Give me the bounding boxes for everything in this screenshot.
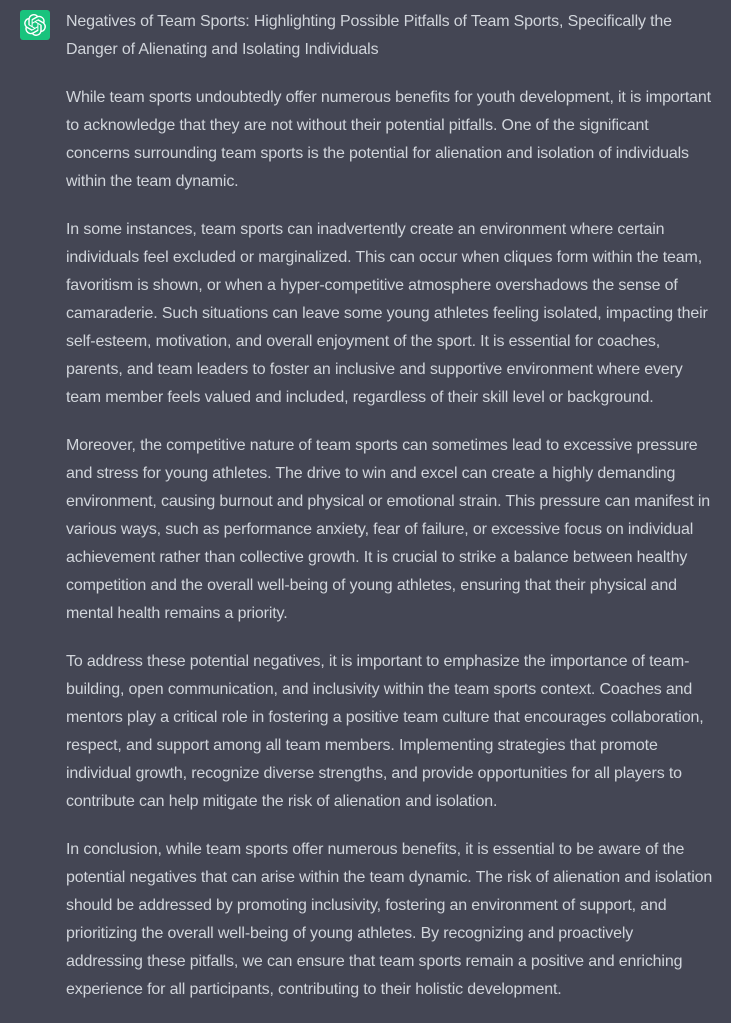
message-paragraph: In conclusion, while team sports offer numerous benefits, it is essential to be aware of the potential negatives that can arise within the team dynamic. The risk of alienation and isolation should be addressed by promoting inclusivity, fostering an environment of support, and prioritizing the overall well-being of young athletes. By recognizing and proactively addressing these pitfalls, we can ensure that team sports remain a positive and enriching experience for all participants, contributing to their holistic development. <box>66 841 717 998</box>
assistant-avatar <box>20 10 50 40</box>
message-content <box>66 8 717 1004</box>
message-paragraph: While team sports undoubtedly offer numerous benefits for youth development, it is important to acknowledge that they are not without their potential pitfalls. One of the significant concerns surrounding team sports is the potential for alienation and isolation of individuals within the team dynamic. <box>66 89 716 190</box>
message-paragraph: Moreover, the competitive nature of team sports can sometimes lead to excessive pressure and stress for young athletes. The drive to win and excel can create a highly demanding environment, causing burnout and physical or emotional strain. This pressure can manifest in various ways, such as performance anxiety, fear of failure, or excessive focus on individual achievement rather than collective growth. It is crucial to strike a balance between healthy competition and the overall well-being of young athletes, ensuring that their physical and mental health remains a priority. <box>66 437 715 622</box>
message-paragraph: To address these potential negatives, it is important to emphasize the importance of team-building, open communication, and inclusivity within the team sports context. Coaches and mentors play a critical role in fostering a positive team culture that encourages collaboration, respect, and support among all team members. Implementing strategies that promote individual growth, recognize diverse strengths, and provide opportunities for all players to contribute can help mitigate the risk of alienation and isolation. <box>66 653 708 810</box>
message-title: Negatives of Team Sports: Highlighting Possible Pitfalls of Team Sports, Specifically the Danger of Alienating and Isolating Individuals <box>66 13 677 58</box>
openai-logo-icon <box>24 14 46 36</box>
message-paragraph: In some instances, team sports can inadvertently create an environment where certain individuals feel excluded or marginalized. This can occur when cliques form within the team, favoritism is shown, or when a hyper-competitive atmosphere overshadows the sense of camaraderie. Such situations can leave some young athletes feeling isolated, impacting their self-esteem, motivation, and overall enjoyment of the sport. It is essential for coaches, parents, and team leaders to foster an inclusive and supportive environment where every team member feels valued and included, regardless of their skill level or background. <box>66 221 712 406</box>
